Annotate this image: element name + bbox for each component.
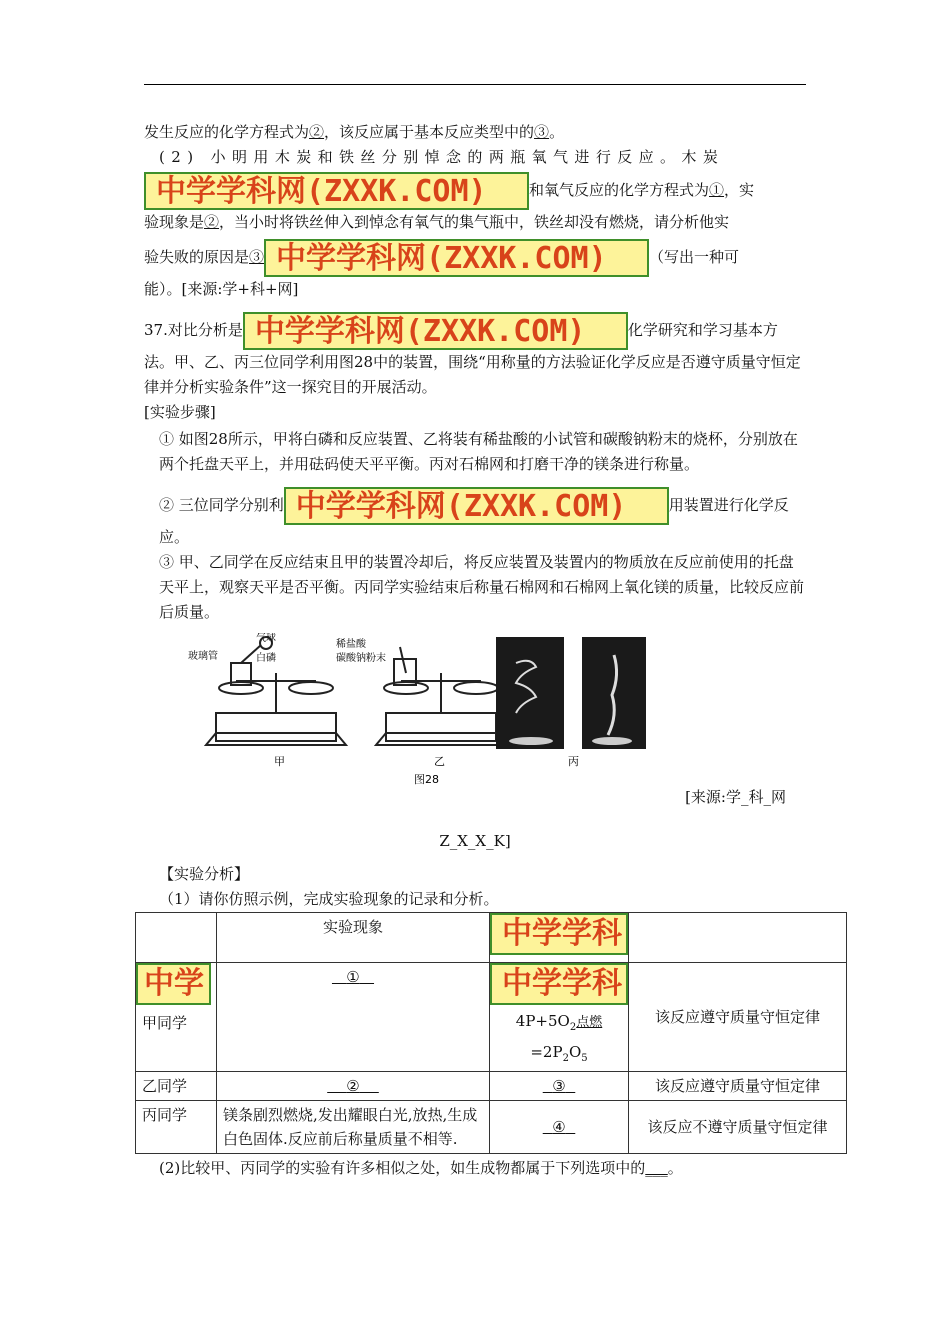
- blank-3: [543, 1077, 576, 1095]
- table-header-phenomenon: 实验现象: [217, 913, 490, 963]
- text: ，该反应属于基本反应类型中的: [324, 123, 535, 141]
- source-note: [来源:学_科_网: [685, 788, 786, 806]
- student-name: 丙同学: [136, 1101, 217, 1154]
- blank-1: ②: [309, 123, 325, 141]
- student-name: 甲同学: [142, 1014, 188, 1032]
- text: 化学研究和学习基本方: [627, 321, 778, 339]
- text: 。: [667, 1159, 683, 1177]
- watermark-logo: 中学学科网(ZXXK.COM): [243, 312, 628, 350]
- analysis-1: [144, 887, 806, 912]
- line-1: [144, 120, 806, 145]
- photo-left: [496, 637, 564, 749]
- analysis-2: [144, 1156, 806, 1181]
- text: ，当小时将铁丝伸入到悼念有氧气的集气瓶中，铁丝却没有燃烧，请分析他实: [219, 213, 730, 231]
- blank-text: ①: [346, 968, 360, 986]
- steps-heading: [144, 400, 806, 425]
- table-cell: [490, 1072, 629, 1101]
- table-cell: 镁条剧烈燃烧,发出耀眼白光,放热,生成白色固体.反应前后称量质量不相等.: [217, 1101, 490, 1154]
- table-cell: 该反应遵守质量守恒定律: [629, 963, 847, 1072]
- step-2: [144, 487, 806, 550]
- text: (2) 小明用木炭和铁丝分别悼念的两瓶氧气进行反应。木炭: [159, 148, 725, 166]
- step-3: [144, 550, 806, 625]
- blank-2: ②: [204, 213, 220, 231]
- equation: [490, 1009, 628, 1071]
- blank-1: [332, 968, 374, 986]
- watermark-logo: 中学学科网(ZXXK.COM): [284, 487, 669, 525]
- text: 。: [549, 123, 565, 141]
- eq-sub: 5: [581, 1053, 588, 1064]
- watermark-logo: 中学: [136, 963, 211, 1005]
- apparatus-figure: [186, 633, 656, 793]
- text: 发生反应的化学方程式为: [144, 123, 310, 141]
- blank-1: ①: [709, 181, 725, 199]
- eq-condition: 点燃: [576, 1015, 603, 1030]
- table-cell: [490, 963, 629, 1072]
- label-sodium-carbonate: 碳酸钠粉末: [336, 653, 386, 664]
- dish: [509, 737, 553, 745]
- analysis-heading: [144, 862, 806, 887]
- eq-part: =2P: [530, 1043, 563, 1061]
- question-37-cont: [144, 350, 806, 400]
- label-white-phosphorus: 白磷: [256, 653, 276, 664]
- text: （写出一种可: [649, 248, 740, 266]
- table-cell: [217, 1072, 490, 1101]
- balance-yi: [376, 647, 506, 745]
- text: （1）请你仿照示例，完成实验现象的记录和分析。: [159, 890, 499, 908]
- question-37: [144, 312, 806, 350]
- label-jia: 甲: [274, 755, 285, 768]
- blank-2: [327, 1077, 379, 1095]
- table-cell: 该反应不遵守质量守恒定律: [629, 1101, 847, 1154]
- dish: [592, 737, 632, 745]
- text: 验失败的原因是: [144, 248, 250, 266]
- label-glass-tube: 玻璃管: [188, 651, 218, 662]
- step-1: [144, 427, 806, 477]
- blank: ___: [645, 1159, 668, 1177]
- text: 37.对比分析是: [144, 321, 243, 339]
- watermark-logo: 中学学科: [490, 913, 628, 955]
- table-row: [136, 1072, 847, 1101]
- text: 能）。[来源:学+科+网]: [144, 280, 299, 298]
- blank-3: ③: [249, 248, 265, 266]
- eq-sub: 2: [569, 1022, 577, 1033]
- watermark-logo: 中学学科: [490, 963, 628, 1005]
- document-body: [142, 120, 828, 1181]
- label-yi: 乙: [434, 755, 445, 768]
- text: (2)比较甲、丙同学的实验有许多相似之处，如生成物都属于下列选项中的: [159, 1159, 646, 1177]
- eq-part: O: [568, 1043, 582, 1061]
- text: 法。甲、乙、丙三位同学利用图28中的装置，围绕“用称量的方法验证化学反应是否遵守质量守恒定律并分析实验条件”这一探究目的开展活动。: [144, 353, 801, 396]
- eq-part: 4P+5O: [515, 1012, 570, 1030]
- blank-text: ③: [552, 1077, 566, 1095]
- blank-text: ④: [552, 1118, 566, 1136]
- line-5: [144, 239, 806, 277]
- blank-3: ③: [534, 123, 550, 141]
- text: ，实: [724, 181, 755, 199]
- figure-28: [144, 633, 806, 806]
- table-cell: [136, 913, 217, 963]
- text: [实验步骤]: [144, 403, 216, 421]
- text: ③ 甲、乙同学在反应结束且甲的装置冷却后，将反应装置及装置内的物质放在反应前使用的托盘天平上，观察天平是否平衡。丙同学实验结束后称量石棉网和石棉网上氧化镁的质量，比较反应前后质量。: [159, 553, 805, 621]
- line-2: [144, 145, 806, 170]
- label-hydrochloric-acid: 稀盐酸: [336, 639, 366, 650]
- table-header-row: [136, 913, 847, 963]
- label-bing: 丙: [568, 755, 579, 768]
- text: 验现象是: [144, 213, 205, 231]
- student-name: 乙同学: [136, 1072, 217, 1101]
- source-note-cont: [144, 829, 806, 854]
- figure-caption: 图28: [414, 773, 439, 786]
- table-cell: [629, 913, 847, 963]
- table-row: [136, 1101, 847, 1154]
- watermark-logo: 中学学科网(ZXXK.COM): [144, 172, 529, 210]
- balance-jia: [206, 637, 346, 745]
- text: 用装置进行化学反应。: [159, 496, 789, 546]
- table-cell: 该反应遵守质量守恒定律: [629, 1072, 847, 1101]
- eq-sub: 2: [562, 1053, 569, 1064]
- text: 和氧气反应的化学方程式为: [529, 181, 710, 199]
- blank-text: ②: [346, 1077, 360, 1095]
- line-3: [144, 172, 806, 210]
- text: ① 如图28所示，甲将白磷和反应装置、乙将装有稀盐酸的小试管和碳酸钠粉末的烧杯，分别放在两个托盘天平上，并用砝码使天平平衡。丙对石棉网和打磨干净的镁条进行称量。: [159, 430, 798, 473]
- text: Z_X_X_K]: [439, 832, 511, 850]
- line-4: [144, 210, 806, 235]
- label-balloon: 气球: [256, 633, 276, 644]
- table-cell: [490, 913, 629, 963]
- text: ② 三位同学分别利: [159, 496, 284, 514]
- table-cell: [136, 963, 217, 1072]
- watermark-logo: 中学学科网(ZXXK.COM): [264, 239, 649, 277]
- analysis-table: [135, 912, 847, 1154]
- line-6: [144, 277, 806, 302]
- text: 【实验分析】: [159, 865, 250, 883]
- table-row: [136, 963, 847, 1072]
- header-rule: [144, 84, 806, 85]
- table-cell: [490, 1101, 629, 1154]
- blank-4: [543, 1118, 576, 1136]
- table-cell: [217, 963, 490, 1072]
